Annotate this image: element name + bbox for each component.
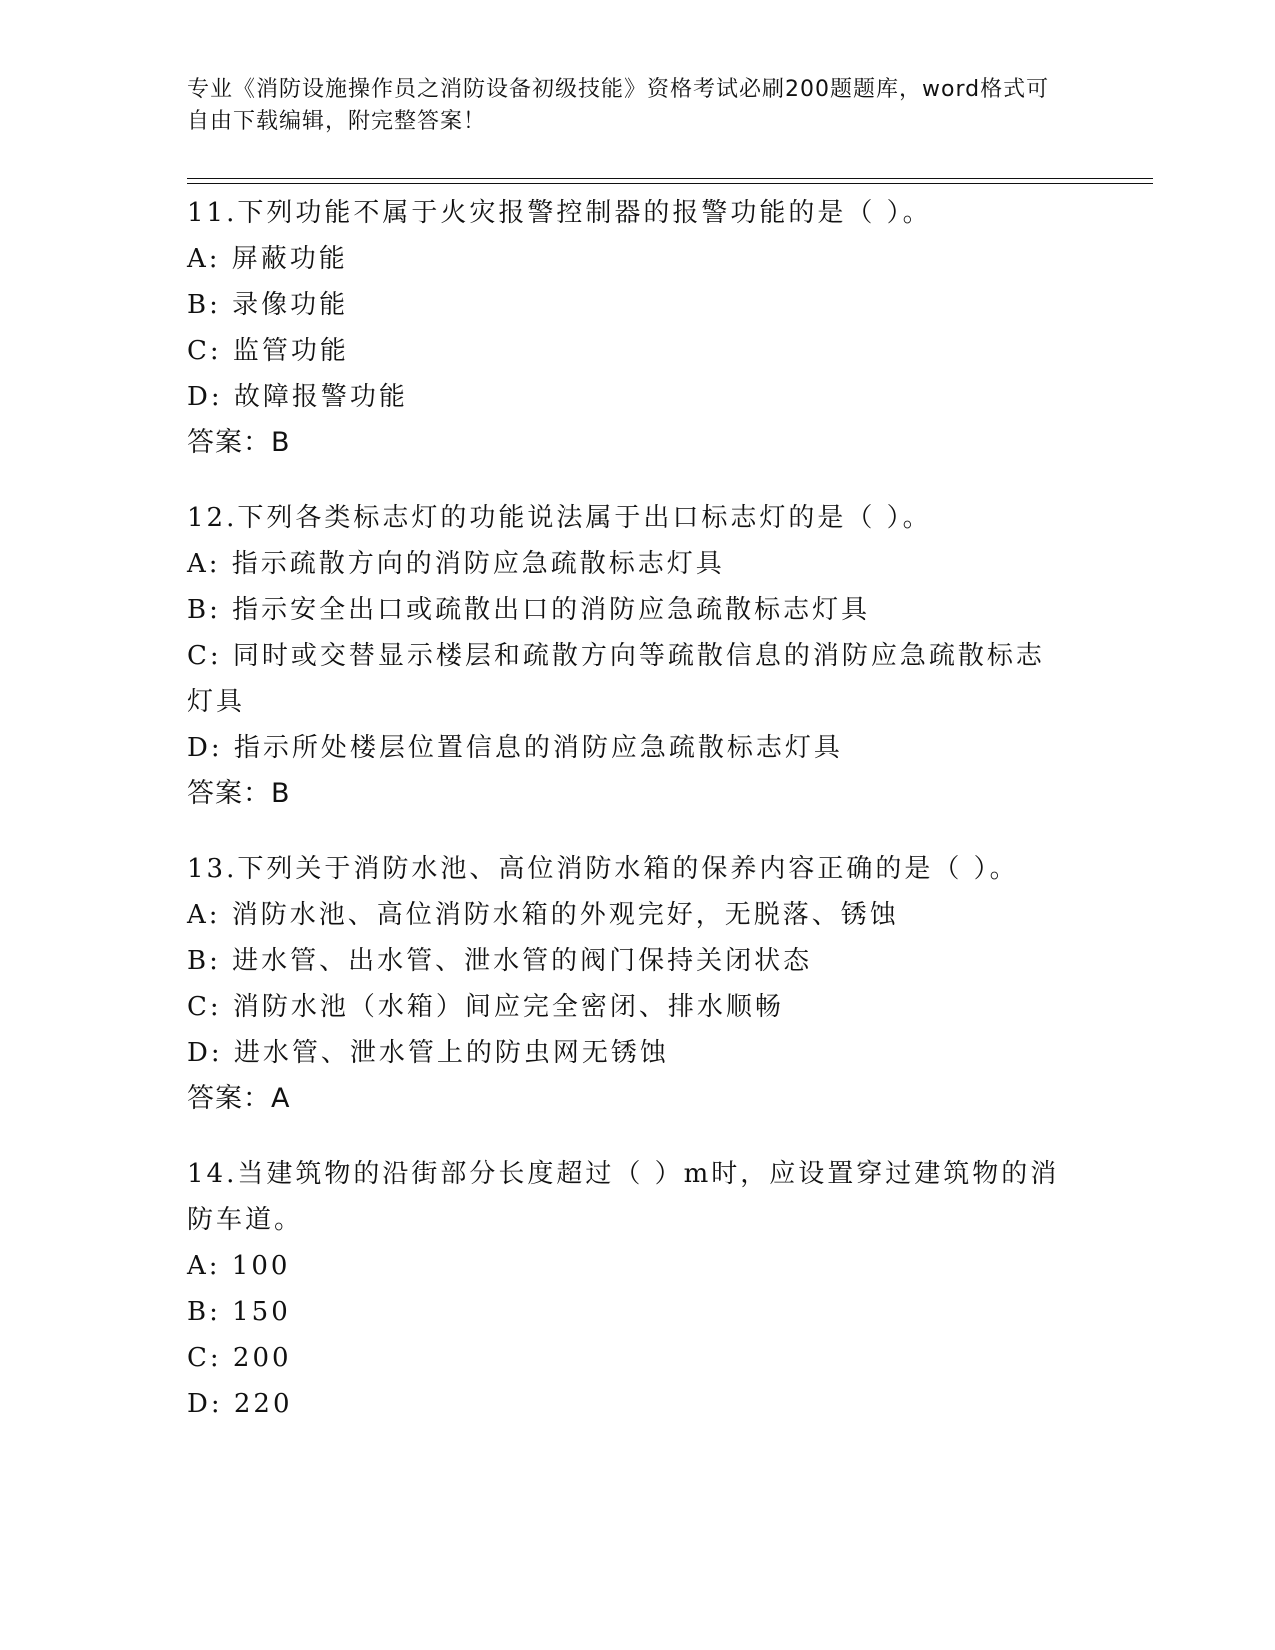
- header-divider-bottom: [187, 183, 1153, 184]
- option-a: A: 100: [187, 1251, 291, 1281]
- option-c: C: 同时或交替显示楼层和疏散方向等疏散信息的消防应急疏散标志灯具: [187, 641, 1045, 717]
- answer-line: 答案：A: [187, 1083, 291, 1114]
- option-c: C: 消防水池（水箱）间应完全密闭、排水顺畅: [187, 992, 784, 1022]
- answer-line: 答案：B: [187, 778, 291, 809]
- question-stem: 13.下列关于消防水池、高位消防水箱的保养内容正确的是（ ）。: [187, 854, 1019, 884]
- question-list: [187, 190, 1087, 1456]
- question-14: [187, 1151, 1087, 1427]
- question-12: [187, 495, 1087, 817]
- option-c: C: 200: [187, 1343, 292, 1373]
- option-b: B: 进水管、出水管、泄水管的阀门保持关闭状态: [187, 946, 813, 976]
- header-divider-top: [187, 178, 1153, 179]
- option-a: A: 屏蔽功能: [187, 244, 348, 274]
- question-13: [187, 846, 1087, 1122]
- option-d: D: 220: [187, 1389, 293, 1419]
- question-stem: 11.下列功能不属于火灾报警控制器的报警功能的是（ ）。: [187, 198, 932, 228]
- question-11: [187, 190, 1087, 466]
- option-b: B: 指示安全出口或疏散出口的消防应急疏散标志灯具: [187, 595, 871, 625]
- option-b: B: 录像功能: [187, 290, 349, 320]
- option-d: D: 故障报警功能: [187, 382, 408, 412]
- document-header: 专业《消防设施操作员之消防设备初级技能》资格考试必刷200题题库，word格式可自由下载编辑，附完整答案！: [187, 77, 1050, 134]
- option-b: B: 150: [187, 1297, 291, 1327]
- option-d: D: 指示所处楼层位置信息的消防应急疏散标志灯具: [187, 733, 843, 763]
- question-stem: 12.下列各类标志灯的功能说法属于出口标志灯的是（ ）。: [187, 503, 932, 533]
- option-a: A: 指示疏散方向的消防应急疏散标志灯具: [187, 549, 725, 579]
- option-d: D: 进水管、泄水管上的防虫网无锈蚀: [187, 1038, 669, 1068]
- option-c: C: 监管功能: [187, 336, 349, 366]
- question-stem: 14.当建筑物的沿街部分长度超过（ ）m时，应设置穿过建筑物的消防车道。: [187, 1159, 1060, 1235]
- option-a: A: 消防水池、高位消防水箱的外观完好，无脱落、锈蚀: [187, 900, 899, 930]
- answer-line: 答案：B: [187, 427, 291, 458]
